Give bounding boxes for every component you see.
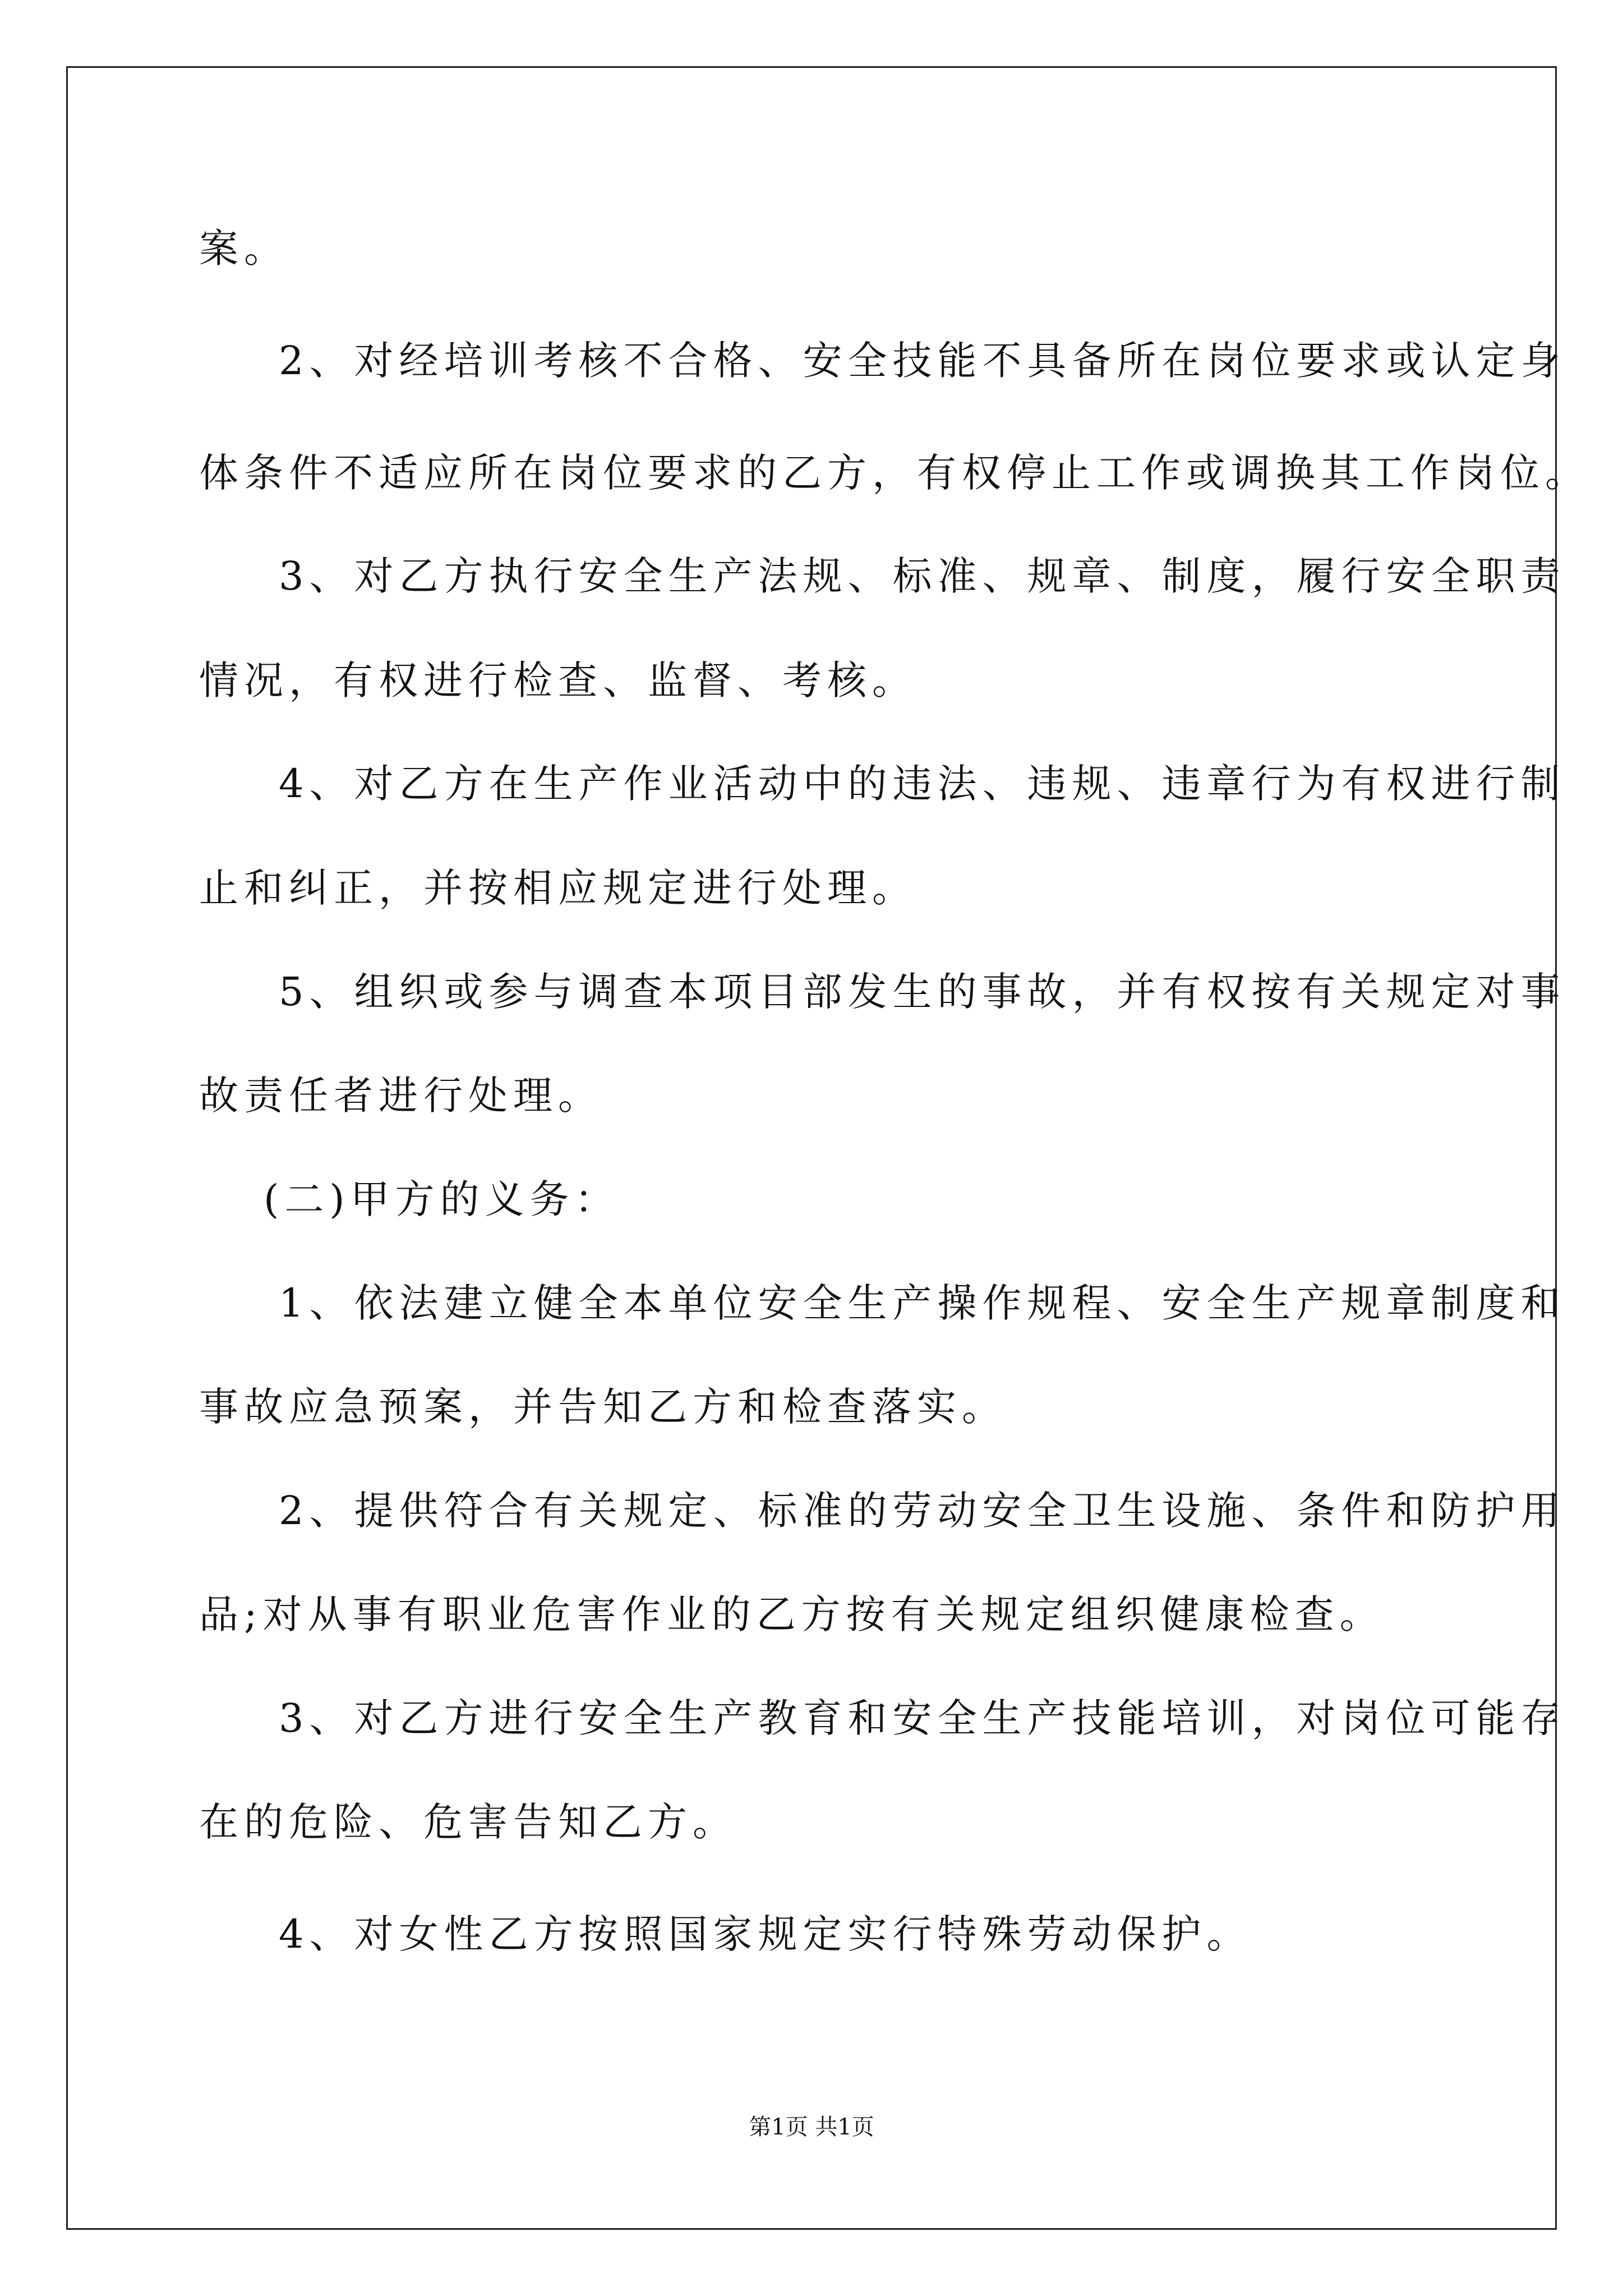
paragraph-line: 情况，有权进行检查、监督、考核。 bbox=[199, 657, 917, 703]
paragraph-line: 止和纠正，并按相应规定进行处理。 bbox=[199, 865, 917, 911]
paragraph-line: 3、对乙方执行安全生产法规、标准、规章、制度，履行安全职责 bbox=[279, 553, 1566, 599]
paragraph-line: 3、对乙方进行安全生产教育和安全生产技能培训，对岗位可能存 bbox=[279, 1695, 1566, 1741]
paragraph-line: 故责任者进行处理。 bbox=[199, 1073, 603, 1119]
paragraph-line: 品;对从事有职业危害作业的乙方按有关规定组织健康检查。 bbox=[199, 1591, 1385, 1637]
page-number-footer: 第1页 共1页 bbox=[749, 2114, 874, 2140]
paragraph-line: 案。 bbox=[199, 226, 289, 272]
paragraph-line: 在的危险、危害告知乙方。 bbox=[199, 1799, 737, 1845]
page-border bbox=[66, 66, 1557, 2230]
paragraph-line: 2、对经培训考核不合格、安全技能不具备所在岗位要求或认定身 bbox=[279, 338, 1566, 384]
paragraph-line: 体条件不适应所在岗位要求的乙方，有权停止工作或调换其工作岗位。 bbox=[199, 450, 1590, 496]
paragraph-line: 事故应急预案，并告知乙方和检查落实。 bbox=[199, 1384, 1007, 1430]
paragraph-line: 2、提供符合有关规定、标准的劳动安全卫生设施、条件和防护用 bbox=[279, 1488, 1566, 1534]
paragraph-line: 4、对女性乙方按照国家规定实行特殊劳动保护。 bbox=[279, 1911, 1252, 1957]
section-heading: (二)甲方的义务： bbox=[264, 1176, 620, 1222]
paragraph-line: 5、组织或参与调查本项目部发生的事故，并有权按有关规定对事 bbox=[279, 969, 1566, 1015]
paragraph-line: 1、依法建立健全本单位安全生产操作规程、安全生产规章制度和 bbox=[279, 1280, 1566, 1326]
paragraph-line: 4、对乙方在生产作业活动中的违法、违规、违章行为有权进行制 bbox=[279, 761, 1566, 807]
